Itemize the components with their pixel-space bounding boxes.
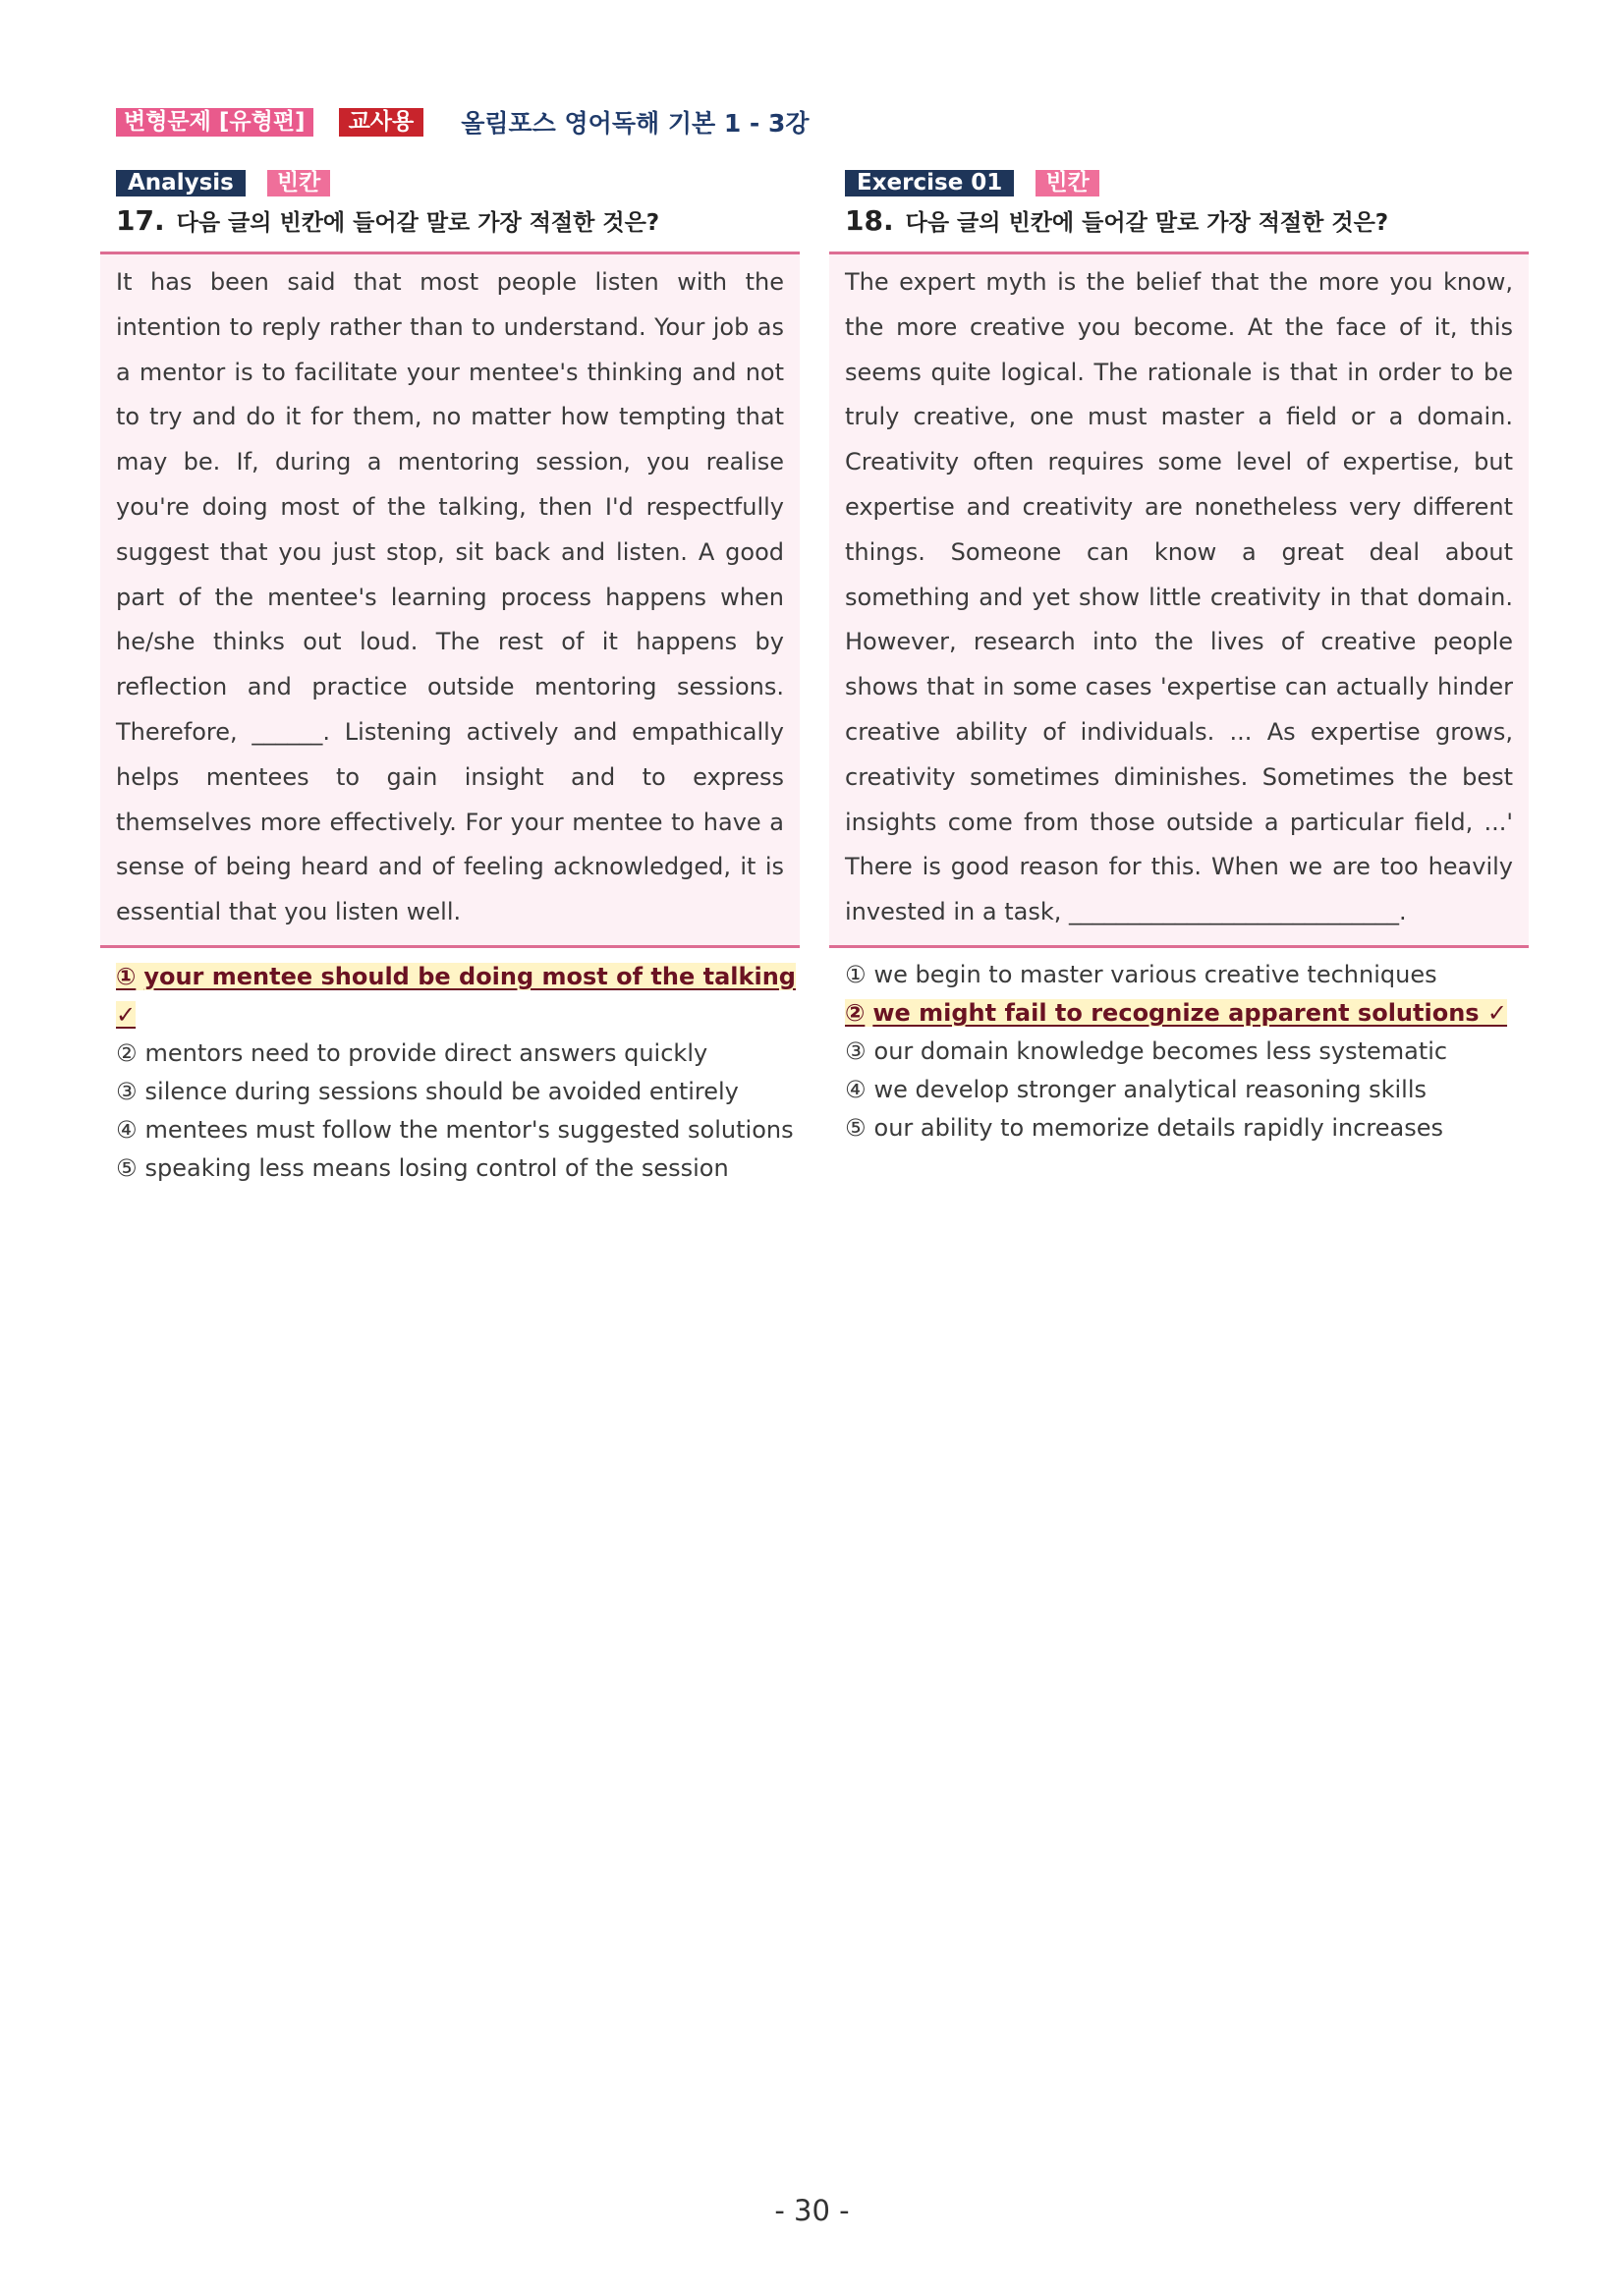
question-17-column bbox=[100, 169, 800, 1188]
choice-text: mentees must follow the mentor's suggested solutions bbox=[144, 1115, 794, 1144]
choice-3[interactable] bbox=[845, 1033, 1529, 1071]
choice-text: mentors need to provide direct answers quickly bbox=[144, 1038, 708, 1067]
question-18-passage bbox=[829, 252, 1529, 948]
question-text: 다음 글의 빈칸에 들어갈 말로 가장 적절한 것은? bbox=[176, 210, 660, 236]
choice-text: silence during sessions should be avoided entirely bbox=[144, 1077, 739, 1105]
choice-4[interactable] bbox=[845, 1071, 1529, 1109]
question-18-badges bbox=[829, 169, 1529, 196]
type-badge: 빈칸 bbox=[1036, 170, 1098, 196]
question-17-passage bbox=[100, 252, 800, 948]
type-tag: 변형문제 [유형편] bbox=[116, 108, 313, 137]
question-17-choices bbox=[100, 958, 800, 1188]
choice-5[interactable] bbox=[845, 1109, 1529, 1148]
choice-number: ④ bbox=[116, 1115, 138, 1144]
choice-1[interactable] bbox=[845, 956, 1529, 994]
role-tag: 교사용 bbox=[339, 108, 424, 137]
choice-4[interactable] bbox=[116, 1111, 800, 1149]
question-18-prompt bbox=[829, 204, 1529, 238]
choice-3[interactable] bbox=[116, 1073, 800, 1111]
choice-number: ② bbox=[845, 998, 866, 1027]
choice-number: ② bbox=[116, 1038, 138, 1067]
choice-text: we develop stronger analytical reasoning skills bbox=[873, 1075, 1428, 1103]
choice-2[interactable] bbox=[116, 1035, 800, 1073]
type-badge: 빈칸 bbox=[267, 170, 330, 196]
choice-2[interactable] bbox=[845, 994, 1529, 1033]
passage-text: It has been said that most people listen with the intention to reply rather than to understand. Your job as a mentor is to facilitate your mentee's thinking and not to try and do it for them, no matter how tempting that may be. If, during a mentoring session, you realise you're doing most of the talking, then I'd respectfully suggest that you just stop, sit back and listen. A good part of the mentee's learning process happens when he/she thinks out loud. The rest of it happens by reflection and practice outside mentoring sessions. Therefore, ______. Listening actively and empathically helps mentees to gain insight and to express themselves more effectively. For your mentee to have a sense of being heard and of feeling acknowledged, it is essential that you listen well. bbox=[116, 268, 784, 926]
question-17-badges bbox=[100, 169, 800, 196]
question-18-choices bbox=[829, 956, 1529, 1148]
passage-text: The expert myth is the belief that the more you know, the more creative you become. At the face of it, this seems quite logical. The rationale is that in order to be truly creative, one must master a field or a domain. Creativity often requires some level of expertise, but expertise and creativity are nonetheless very different things. Someone can know a great deal about something and yet show little creativity in that domain. However, research into the lives of creative people shows that in some cases 'expertise can actually hinder creative ability of individuals. ... As expertise grows, creativity sometimes diminishes. Sometimes the best insights come from those outside a particular field, ...' There is good reason for this. When we are too heavily invested in a task, ____________________________. bbox=[845, 268, 1513, 926]
choice-number: ① bbox=[845, 960, 867, 988]
choice-text: our ability to memorize details rapidly increases bbox=[873, 1113, 1444, 1142]
choice-text: we begin to master various creative techniques bbox=[873, 960, 1437, 988]
page-header bbox=[116, 104, 810, 140]
section-badge: Exercise 01 bbox=[845, 170, 1014, 196]
choice-text: we might fail to recognize apparent solutions ✓ bbox=[872, 998, 1508, 1027]
choice-number: ③ bbox=[845, 1036, 867, 1065]
choice-number: ④ bbox=[845, 1075, 867, 1103]
choice-number: ③ bbox=[116, 1077, 138, 1105]
choice-5[interactable] bbox=[116, 1149, 800, 1188]
question-number: 18. bbox=[845, 204, 894, 237]
choice-number: ⑤ bbox=[116, 1153, 138, 1182]
question-text: 다음 글의 빈칸에 들어갈 말로 가장 적절한 것은? bbox=[905, 210, 1389, 236]
page-title: 올림포스 영어독해 기본 1 - 3강 bbox=[461, 109, 810, 138]
page-number: - 30 - bbox=[774, 2194, 850, 2227]
choice-text: speaking less means losing control of the session bbox=[144, 1153, 729, 1182]
section-badge: Analysis bbox=[116, 170, 246, 196]
question-17-prompt bbox=[100, 204, 800, 238]
choice-text: your mentee should be doing most of the talking ✓ bbox=[116, 962, 796, 1029]
question-18-column bbox=[829, 169, 1529, 1148]
choice-number: ① bbox=[116, 962, 137, 990]
choice-number: ⑤ bbox=[845, 1113, 867, 1142]
question-number: 17. bbox=[116, 204, 165, 237]
choice-text: our domain knowledge becomes less systematic bbox=[873, 1036, 1448, 1065]
choice-1[interactable] bbox=[116, 958, 800, 1035]
